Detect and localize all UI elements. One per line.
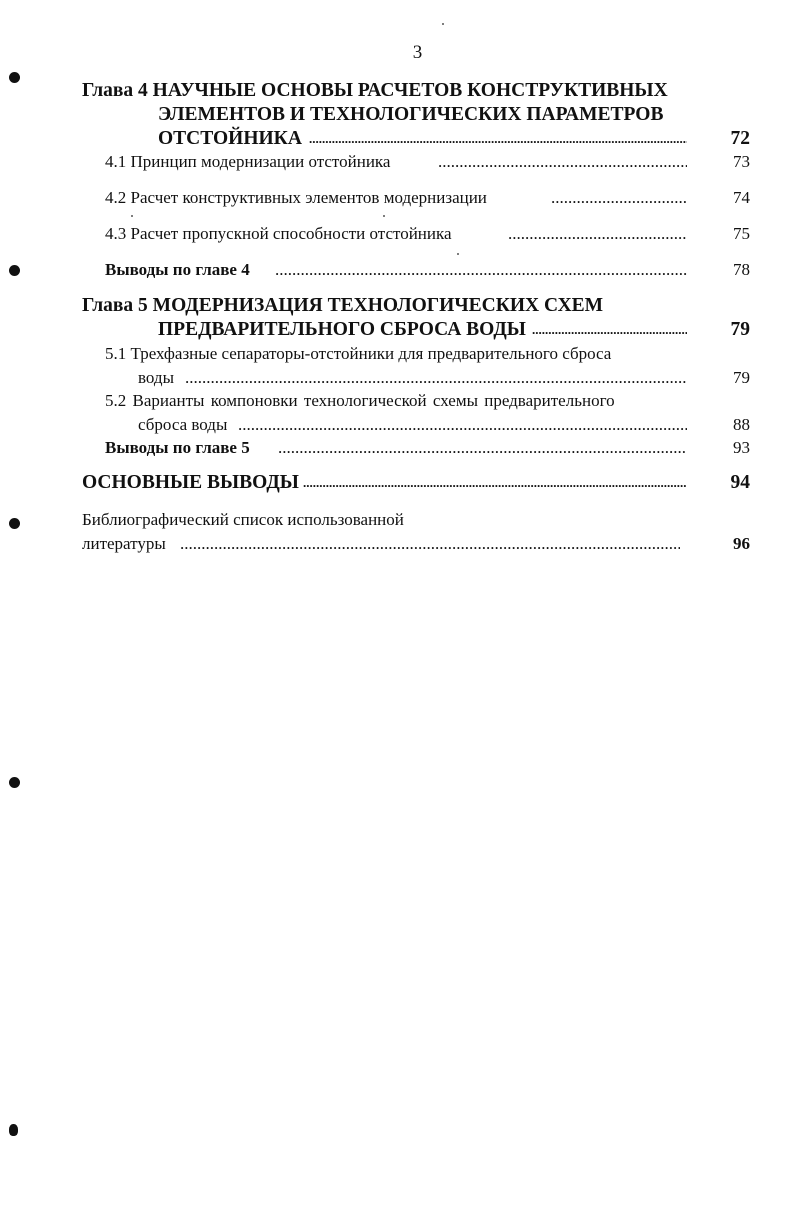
scan-speck [131,215,133,217]
punch-hole-icon [9,1124,18,1136]
toc-entry-title-line: Глава 5 МОДЕРНИЗАЦИЯ ТЕХНОЛОГИЧЕСКИХ СХЕМ [82,295,604,316]
toc-entry-title-line: 5.2 Варианты компоновки технологической схемы предварительного [105,391,615,410]
toc-entry-title-line: 4.1 Принцип модернизации отстойника [105,152,391,171]
toc-entry-title-line: сброса воды [138,415,228,434]
page-ref: 94 [730,472,750,493]
toc-entry-title-line: Выводы по главе 5 [105,438,250,457]
page-ref: 74 [733,188,750,207]
toc-entry-title-line: Выводы по главе 4 [105,260,250,279]
dot-leader [532,317,687,342]
page-ref: 96 [733,534,750,553]
dot-leader [508,222,687,245]
scan-speck [457,253,459,255]
punch-hole-icon [9,518,20,529]
toc-entry-title-line: 5.1 Трехфазные сепараторы-отстойники для предварительного сброса [105,344,612,363]
scan-speck [383,215,385,217]
dot-leader [275,258,687,281]
page-ref: 88 [733,415,750,434]
dot-leader [438,150,687,173]
toc-entry-title-line: ОСНОВНЫЕ ВЫВОДЫ [82,472,299,493]
dot-leader [303,470,687,495]
toc-entry-title-line: воды [138,368,174,387]
page-ref: 78 [733,260,750,279]
toc-entry-title-line: 4.2 Расчет конструктивных элементов модернизации [105,188,487,207]
toc-entry-title-line: ПРЕДВАРИТЕЛЬНОГО СБРОСА ВОДЫ [158,319,526,340]
page-number: 3 [412,42,423,63]
punch-hole-icon [9,72,20,83]
toc-entry-title-line: ЭЛЕМЕНТОВ И ТЕХНОЛОГИЧЕСКИХ ПАРАМЕТРОВ [158,104,664,125]
page-ref: 93 [733,438,750,457]
punch-hole-icon [9,777,20,788]
dot-leader [309,126,687,151]
toc-entry-title-line: Библиографический список использованной [82,510,404,529]
page-ref: 75 [733,224,750,243]
page-ref: 72 [730,128,750,149]
page-ref: 79 [733,368,750,387]
dot-leader [185,366,687,389]
dot-leader [551,186,687,209]
dot-leader [238,413,687,436]
scan-speck [442,23,444,25]
page-ref: 73 [733,152,750,171]
punch-hole-icon [9,265,20,276]
toc-entry-title-line: Глава 4 НАУЧНЫЕ ОСНОВЫ РАСЧЕТОВ КОНСТРУКТИВНЫХ [82,80,668,101]
dot-leader [278,436,687,459]
dot-leader [180,532,680,555]
toc-entry-title-line: ОТСТОЙНИКА [158,128,302,149]
toc-entry-title-line: 4.3 Расчет пропускной способности отстойника [105,224,452,243]
toc-entry-title-line: литературы [82,534,166,553]
page-ref: 79 [730,319,750,340]
